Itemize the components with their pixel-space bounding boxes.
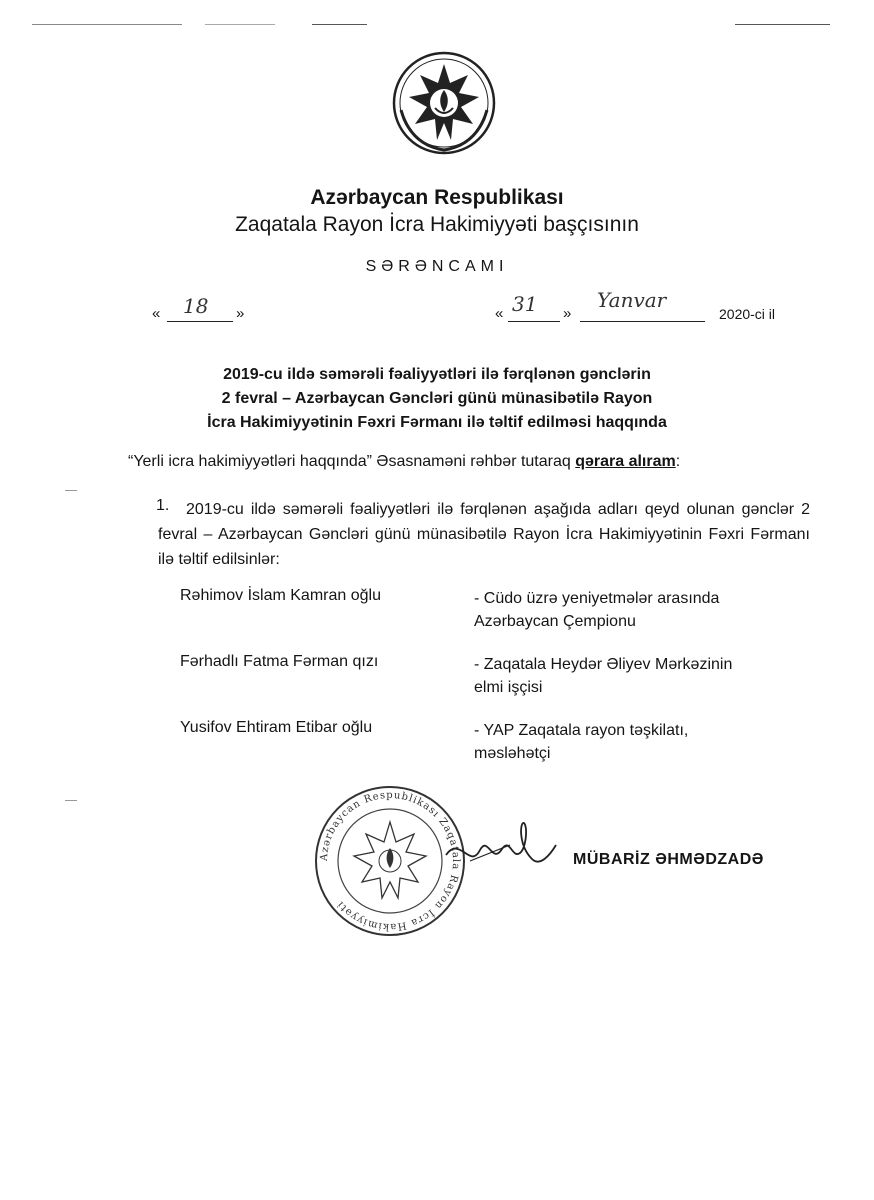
document-number: 18 [183,294,209,318]
scan-artifact-line [312,24,367,25]
legal-basis-line [128,453,680,471]
day-open-quote: « [495,305,504,322]
paragraph-text: 2019-cu ildə səmərəli fəaliyyətləri ilə fərqlənən aşağıda adları qeyd olunan gənclər 2 fevral – Azərbaycan Gəncləri günü münasibətilə Rayon İcra Hakimiyyətinin Fəxri Fərmanı ilə təltif edilsinlər: [158,501,810,568]
scan-artifact-line [32,24,182,25]
scan-artifact-line [735,24,830,25]
document-month: Yanvar [597,288,667,312]
number-close-quote: » [236,305,245,322]
authority-heading: Zaqatala Rayon İcra Hakimiyyəti başçısının [235,213,639,236]
awardee-name: Rəhimov İslam Kamran oğlu [180,587,381,604]
scan-artifact-line [205,24,275,25]
role-line: - Zaqatala Heydər Əliyev Mərkəzinin [474,656,733,673]
role-line: elmi işçisi [474,679,543,696]
document-year: 2020-ci il [719,306,776,322]
paragraph-number: 1. [156,497,170,514]
document-type-heading: SƏRƏNCAMI [365,258,509,275]
document-title [0,363,874,435]
decision-paragraph [158,497,810,572]
day-close-quote: » [563,305,572,322]
role-line: məsləhətçi [474,745,551,762]
role-line: - YAP Zaqatala rayon təşkilatı, [474,722,689,739]
number-underline [167,321,233,322]
title-line: 2019-cu ildə səmərəli fəaliyyətləri ilə fərqlənən gənclərin [223,366,651,383]
scan-artifact-line [65,800,77,801]
legal-basis-colon: : [675,453,681,470]
role-line: Azərbaycan Çempionu [474,613,636,630]
day-underline [508,321,560,322]
awardee-name: Yusifov Ehtiram Etibar oğlu [180,719,373,736]
awardee-role [474,587,719,633]
seal-text: Azərbaycan Respublikası Zaqatala Rayon İcra Hakimiyyəti [318,789,462,933]
decision-phrase: qərara alıram [575,453,676,470]
title-line: İcra Hakimiyyətinin Fəxri Fərmanı ilə təltif edilməsi haqqında [207,414,667,431]
awardee-name: Fərhadlı Fatma Fərman qızı [180,653,379,670]
number-open-quote: « [152,305,161,322]
month-underline [580,321,705,322]
title-line: 2 fevral – Azərbaycan Gəncləri günü münasibətilə Rayon [221,390,653,407]
scan-artifact-line [65,490,77,491]
signatory-name: MÜBARİZ ƏHMƏDZADƏ [573,851,764,868]
country-heading: Azərbaycan Respublikası [310,186,564,209]
document-day: 31 [512,292,538,316]
awardee-role [474,719,688,765]
handwritten-signature-icon [440,815,560,875]
role-line: - Cüdo üzrə yeniyetmələr arasında [474,590,720,607]
legal-basis-text: “Yerli icra hakimiyyətləri haqqında” Əsasnaməni rəhbər tutaraq [128,453,576,470]
awardee-role [474,653,732,699]
coat-of-arms-emblem-icon [391,50,497,156]
